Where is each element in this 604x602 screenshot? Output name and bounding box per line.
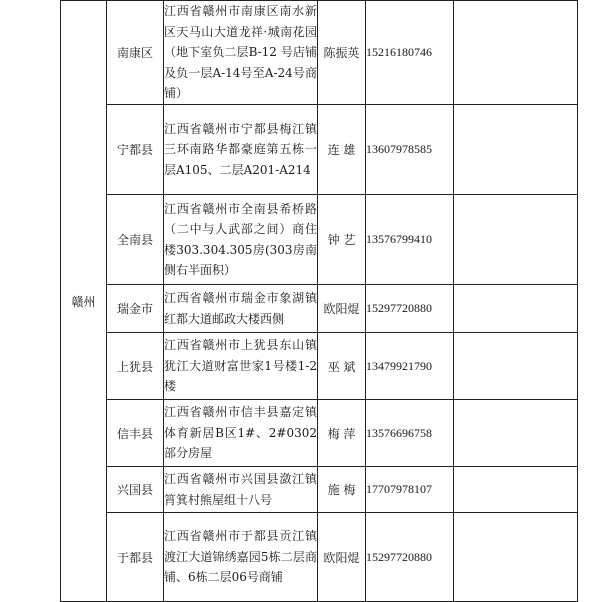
address-cell: 江西省赣州市上犹县东山镇犹江大道财富世家1号楼1-2楼 <box>164 333 318 400</box>
address-cell: 江西省赣州市全南县希桥路（二中与人武部之间）商住楼303.304.305房(303房南侧右半面积） <box>164 195 318 285</box>
note-cell <box>454 105 578 195</box>
county-cell: 上犹县 <box>107 333 164 400</box>
address-cell: 江西省赣州市兴国县潋江镇筲箕村熊屋组十八号 <box>164 467 318 513</box>
phone-cell: 15297720880 <box>366 285 454 333</box>
address-cell: 江西省赣州市宁都县梅江镇三环南路华都豪庭第五栋一层A105、二层A201-A214 <box>164 105 318 195</box>
table-row <box>61 285 578 333</box>
contact-cell: 梅 萍 <box>318 400 366 467</box>
contact-cell: 欧阳焜 <box>318 285 366 333</box>
address-cell: 江西省赣州市瑞金市象湖镇红都大道邮政大楼西侧 <box>164 285 318 333</box>
contact-cell: 施 梅 <box>318 467 366 513</box>
table-row <box>61 1 578 105</box>
address-cell: 江西省赣州市南康区南水新区天马山大道龙祥·城南花园（地下室负二层B-12 号店铺及负一层A-14号至A-24号商铺） <box>164 1 318 105</box>
contact-cell: 欧阳焜 <box>318 513 366 602</box>
phone-cell: 15297720880 <box>366 513 454 602</box>
county-cell: 全南县 <box>107 195 164 285</box>
county-cell: 信丰县 <box>107 400 164 467</box>
phone-cell: 17707978107 <box>366 467 454 513</box>
phone-cell: 13576696758 <box>366 400 454 467</box>
address-cell: 江西省赣州市于都县贡江镇渡江大道锦绣嘉园5栋二层商铺、6栋二层06号商铺 <box>164 513 318 602</box>
contact-cell: 钟 艺 <box>318 195 366 285</box>
county-cell: 于都县 <box>107 513 164 602</box>
county-cell: 瑞金市 <box>107 285 164 333</box>
table-row <box>61 195 578 285</box>
note-cell <box>454 467 578 513</box>
note-cell <box>454 400 578 467</box>
contact-cell: 连 雄 <box>318 105 366 195</box>
county-cell: 南康区 <box>107 1 164 105</box>
city-cell: 赣州 <box>61 1 107 602</box>
table-row <box>61 513 578 602</box>
county-cell: 宁都县 <box>107 105 164 195</box>
note-cell <box>454 1 578 105</box>
phone-cell: 13479921790 <box>366 333 454 400</box>
note-cell <box>454 513 578 602</box>
phone-cell: 13607978585 <box>366 105 454 195</box>
note-cell <box>454 333 578 400</box>
contact-cell: 陈振英 <box>318 1 366 105</box>
table-row <box>61 467 578 513</box>
contact-cell: 巫 斌 <box>318 333 366 400</box>
table-row <box>61 400 578 467</box>
county-cell: 兴国县 <box>107 467 164 513</box>
note-cell <box>454 195 578 285</box>
phone-cell: 13576799410 <box>366 195 454 285</box>
outlet-table <box>60 0 578 602</box>
phone-cell: 15216180746 <box>366 1 454 105</box>
note-cell <box>454 285 578 333</box>
table-row <box>61 105 578 195</box>
address-cell: 江西省赣州市信丰县嘉定镇体育新居B区1#、2#0302部分房屋 <box>164 400 318 467</box>
table-row <box>61 333 578 400</box>
